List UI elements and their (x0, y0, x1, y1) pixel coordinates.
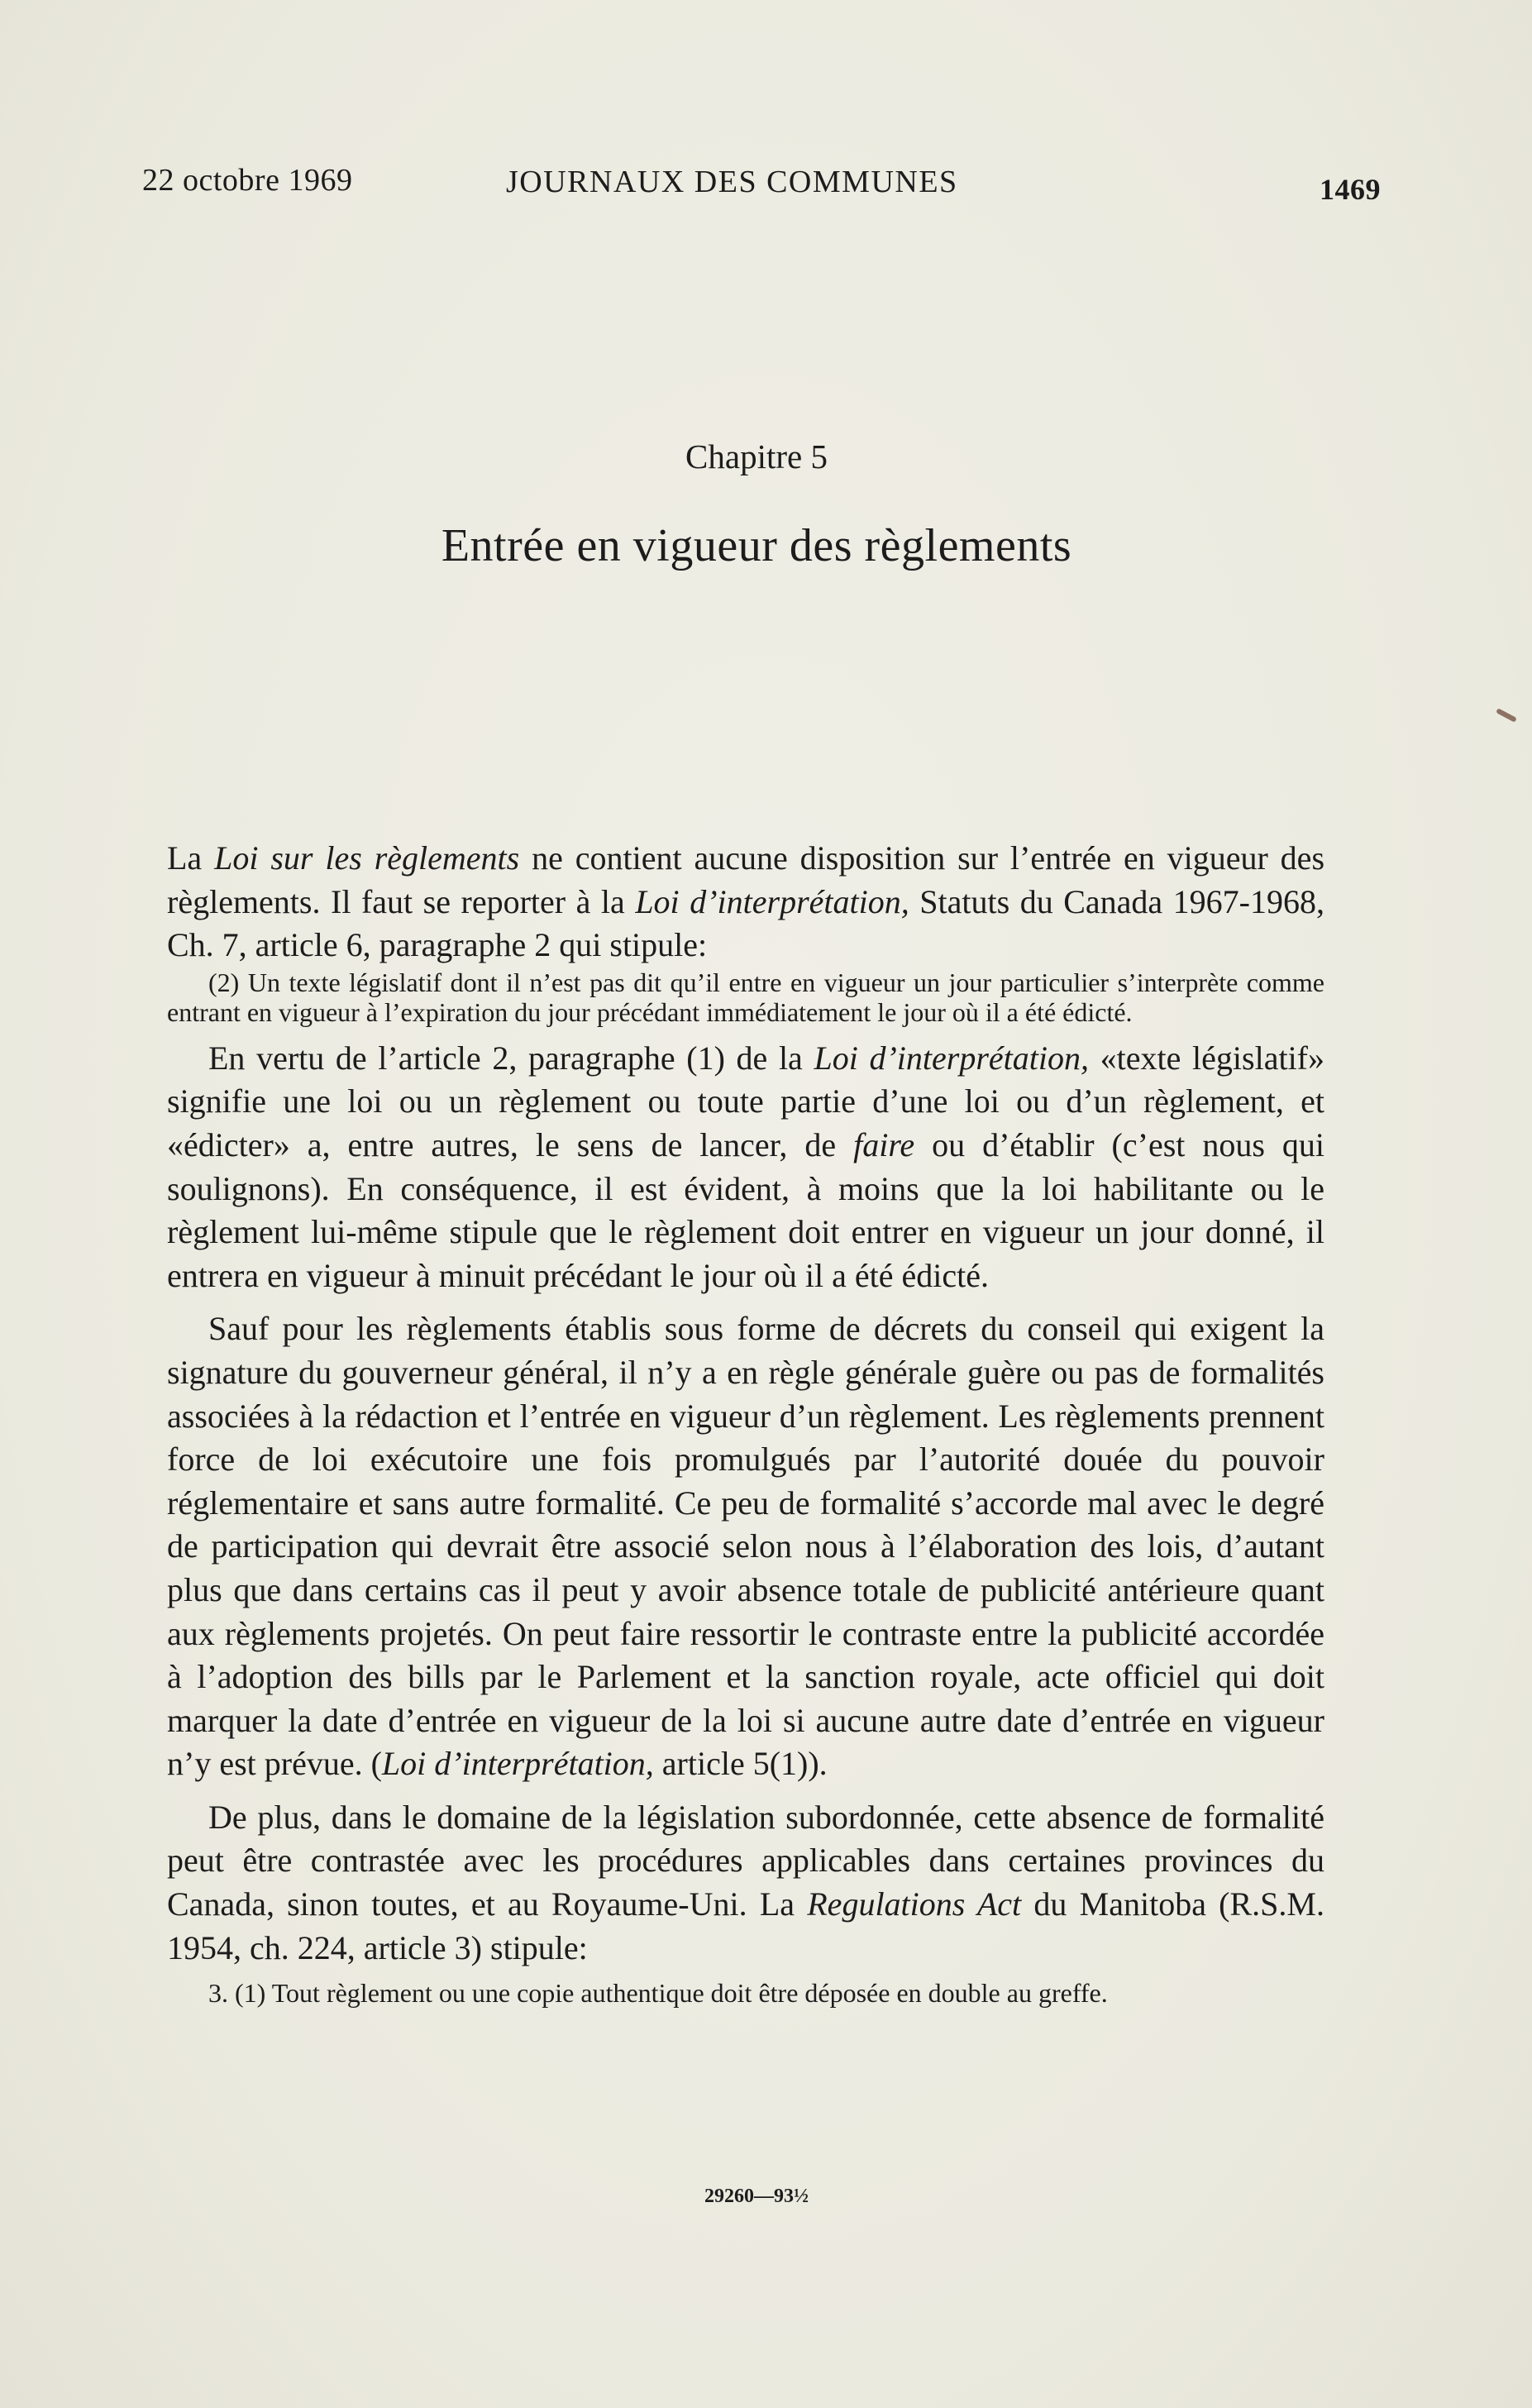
paragraph-1-italic-a: Loi sur les règlements (214, 839, 520, 877)
paragraph-2 (167, 1037, 1324, 1298)
paragraph-1-italic-b: Loi d’interprétation, (635, 882, 909, 920)
header-journal-title: JOURNAUX DES COMMUNES (506, 165, 958, 199)
header-date: 22 octobre 1969 (142, 163, 353, 198)
paragraph-4-italic-a: Regulations Act (807, 1885, 1022, 1923)
paragraph-4-text-b: du Manitoba (R.S.M. 1954, ch. 224, article 3) stipule: (167, 1885, 1324, 1966)
paragraph-2-text-b: «texte législatif» signifie une loi ou un règlement ou toute partie d’une loi ou d’un règlement, et «édicter» a, entre autres, le sens de lancer, de (167, 1039, 1325, 1163)
paragraph-4-text-a: De plus, dans le domaine de la législation subordonnée, cette absence de formalité peut être contrastée avec les procédures applicables dans certaines provinces du Canada, sinon toutes, et au Royaume-Uni. La (167, 1798, 1324, 1923)
paragraph-2-italic-a: Loi d’interprétation, (814, 1039, 1090, 1077)
paragraph-3 (167, 1307, 1324, 1786)
printer-code: 29260—93½ (704, 2186, 809, 2207)
chapter-title: Entrée en vigueur des règlements (441, 520, 1072, 571)
paragraph-1-text-c: Statuts du Canada 1967-1968, Ch. 7, article 6, paragraphe 2 qui stipule: (167, 882, 1325, 964)
paper-mark (1496, 708, 1517, 723)
chapter-label: Chapitre 5 (685, 437, 828, 475)
paragraph-4 (167, 1796, 1324, 1970)
block-quote-2: 3. (1) Tout règlement ou une copie authentique doit être déposée en double au greffe. (208, 1978, 1108, 2009)
paragraph-3-text-b: article 5(1)). (653, 1745, 828, 1783)
running-header (142, 162, 1381, 212)
paragraph-2-text-c: ou d’établir (c’est nous qui soulignons). En conséquence, il est évident, à moins que la loi habilitante ou le règlement lui-même stipule que le règlement doit entrer en vigueur un jour donné, il entrera en vigueur à minuit précédant le jour où il a été édicté. (167, 1125, 1324, 1294)
paragraph-2-italic-b: faire (853, 1125, 915, 1163)
paragraph-2-text-a: En vertu de l’article 2, paragraphe (1) de la (208, 1039, 814, 1077)
body-text (167, 837, 1324, 2008)
paragraph-1-text-a: La (167, 839, 215, 877)
block-quote-1: (2) Un texte législatif dont il n’est pas dit qu’il entre en vigueur un jour particulier s’interprète comme entrant en vigueur à l’expiration du jour précédant immédiatement le jour où il a été édicté. (167, 967, 1324, 1027)
paragraph-1 (167, 837, 1324, 967)
paragraph-3-text-a: Sauf pour les règlements établis sous forme de décrets du conseil qui exigent la signature du gouverneur général, il n’y a en règle générale guère ou pas de formalités associées à la rédaction et l’entrée en vigueur d’un règlement. Les règlements prennent force de loi exécutoire une fois promulgués par l’autorité douée du pouvoir réglementaire et sans autre formalité. Ce peu de formalité s’accorde mal avec le degré de participation qui devrait être associé selon nous à l’élaboration des lois, d’autant plus que dans certains cas il peut y avoir absence totale de publicité antérieure quant aux règlements projetés. On peut faire ressortir le contraste entre la publicité accordée à l’adoption des bills par le Parlement et la sanction royale, acte officiel qui doit marquer la date d’entrée en vigueur de la loi si aucune autre date d’entrée en vigueur n’y est prévue. ( (167, 1310, 1324, 1783)
page-number: 1469 (1320, 173, 1381, 206)
paragraph-1-text-b: ne contient aucune disposition sur l’entrée en vigueur des règlements. Il faut se reporter à la (167, 839, 1325, 920)
paragraph-3-italic-a: Loi d’interprétation, (381, 1745, 654, 1783)
